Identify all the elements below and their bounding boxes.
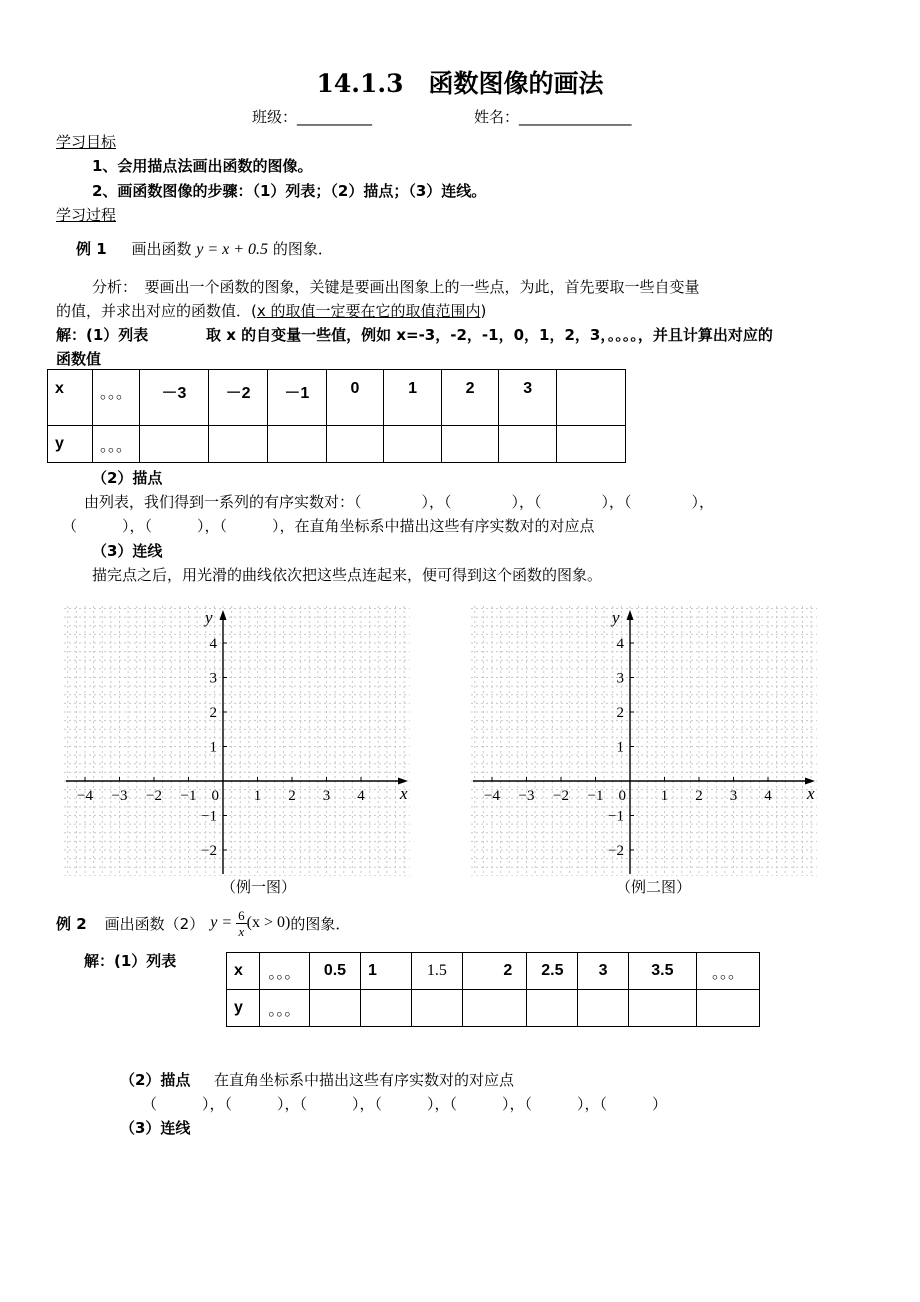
- y-value-cell[interactable]: [326, 426, 384, 463]
- process-heading: 学习过程: [56, 206, 117, 224]
- y-tick-label: 3: [616, 670, 624, 687]
- y-value-cell[interactable]: [139, 426, 208, 463]
- step3-heading: （3）连线: [92, 542, 163, 560]
- example2-label: 例 2: [56, 914, 87, 933]
- x-value-cell: 2: [462, 953, 526, 990]
- step2-line-2: （ ），（ ），（ ），在直角坐标系中描出这些有序实数对的对应点: [62, 517, 595, 535]
- step2-heading: （2）描点: [92, 469, 163, 487]
- example2-statement: [56, 900, 350, 946]
- x-tick-label: 1: [660, 788, 669, 804]
- y-value-cell[interactable]: [527, 990, 578, 1027]
- y-tick-label: 4: [616, 636, 624, 652]
- x-tick-label: −3: [111, 788, 128, 804]
- example1-suffix: 的图象．: [272, 240, 333, 258]
- y-label-cell: y: [48, 426, 93, 463]
- x-tick-label: 3: [322, 788, 331, 804]
- class-field: 班级：__________: [252, 108, 373, 126]
- x-tick-label: −1: [587, 788, 604, 804]
- goal-item-2: 2、画函数图像的步骤：（1）列表；（2）描点；（3）连线。: [92, 182, 487, 200]
- example2-step3-heading: （3）连线: [120, 1119, 191, 1137]
- y-tick-label: −1: [608, 808, 624, 825]
- y-value-cell[interactable]: [441, 426, 499, 463]
- example2-suffix: 的图象．: [290, 914, 351, 933]
- y-value-cell[interactable]: [384, 426, 442, 463]
- y-tick-label: −2: [201, 843, 217, 859]
- x-value-cell: 0.5: [309, 953, 360, 990]
- x-tick-label: 4: [357, 788, 365, 804]
- x-label-cell: x: [227, 953, 260, 990]
- x-value-cell: [557, 370, 626, 426]
- x-tick-label: 2: [288, 788, 296, 804]
- fraction-denominator: x: [238, 923, 245, 939]
- example2-fraction: [236, 909, 247, 938]
- x-tick-label: −1: [180, 788, 197, 804]
- x-value-cell: 2.5: [527, 953, 578, 990]
- y-tick-label: 4: [209, 636, 217, 652]
- y-value-cell[interactable]: [462, 990, 526, 1027]
- example2-step2-pairs: （ ），（ ），（ ），（ ），（ ），（ ），（ ）: [142, 1095, 668, 1113]
- y-axis-arrow: [627, 610, 634, 620]
- example2-prefix: 画出函数（2）: [104, 914, 205, 933]
- example2-condition: (x > 0): [246, 914, 291, 931]
- x-value-cell: 2: [441, 370, 499, 426]
- solution-text: 取 x 的自变量一些值，例如 x=-3，-2，-1，0，1，2，3，。。。。，并且计算出对应的: [206, 326, 773, 344]
- step2-line-1: 由列表，我们得到一系列的有序实数对：（ ），（ ），（ ），（ ），: [84, 493, 715, 511]
- example1-table: [47, 369, 626, 463]
- x-value-cell: 0: [326, 370, 384, 426]
- y-value-cell[interactable]: [411, 990, 462, 1027]
- x-label-cell: x: [48, 370, 93, 426]
- x-tick-label: 2: [695, 788, 703, 804]
- analysis-line-1: 分析： 要画出一个函数的图象，关键是要画出图象上的一些点，为此，首先要取一些自变量: [92, 278, 700, 296]
- page-title: 14.1.3 函数图像的画法: [316, 69, 604, 98]
- example1-formula: y = x + 0.5: [196, 241, 269, 258]
- x-dots-cell: 。。。: [259, 953, 309, 990]
- x-value-cell: 1: [361, 953, 412, 990]
- x-dots-cell: 。。。: [93, 370, 140, 426]
- analysis-text: 的值，并求出对应的函数值．(: [56, 302, 257, 320]
- caption-left: （例一图）: [221, 878, 297, 896]
- x-value-cell: 。。。: [696, 953, 759, 990]
- y-value-cell[interactable]: [696, 990, 759, 1027]
- x-value-cell: 3: [578, 953, 628, 990]
- x-tick-label: −3: [518, 788, 535, 804]
- example1-prefix: 画出函数: [131, 240, 192, 258]
- x-value-cell: －1: [267, 370, 326, 426]
- y-tick-label: −2: [608, 843, 624, 859]
- step3-text: 描完点之后，用光滑的曲线依次把这些点连起来，便可得到这个函数的图象。: [92, 566, 603, 584]
- solution-label: 解：(1）列表: [56, 326, 149, 344]
- x-tick-label: −2: [146, 788, 162, 804]
- goals-heading: 学习目标: [56, 133, 117, 151]
- caption-right: （例二图）: [616, 878, 692, 896]
- origin-label: 0: [211, 788, 219, 804]
- x-value-cell: －2: [209, 370, 268, 426]
- x-value-cell: 1.5: [411, 953, 462, 990]
- example2-step2-heading: （2）描点: [120, 1071, 191, 1089]
- y-value-cell[interactable]: [628, 990, 696, 1027]
- y-value-cell[interactable]: [361, 990, 412, 1027]
- coordinate-grid-left: [64, 606, 410, 876]
- coordinate-grid-right: [471, 606, 817, 876]
- table-row: [227, 953, 760, 990]
- example2-solution-label: 解：(1）列表: [84, 952, 177, 970]
- gridlines: [471, 606, 817, 876]
- analysis-underlined: x 的取值一定要在它的取值范围内: [256, 302, 481, 320]
- example1-statement: [76, 238, 333, 259]
- y-tick-label: 2: [209, 705, 217, 721]
- y-tick-label: −1: [201, 808, 217, 825]
- example2-formula-y: y =: [210, 914, 233, 931]
- y-axis-label: y: [612, 608, 620, 627]
- solution-text-cont: 函数值: [56, 350, 102, 368]
- y-value-cell[interactable]: [499, 426, 557, 463]
- origin-label: 0: [618, 788, 626, 804]
- name-field: 姓名：_______________: [474, 108, 632, 126]
- table-row: [48, 426, 626, 463]
- y-label-cell: y: [227, 990, 260, 1027]
- y-dots-cell: 。。。: [93, 426, 140, 463]
- x-axis-label: x: [807, 784, 815, 803]
- tick-labels: [77, 608, 408, 859]
- y-tick-label: 2: [616, 705, 624, 721]
- x-value-cell: 3.5: [628, 953, 696, 990]
- gridlines: [64, 606, 410, 876]
- example2-step2-text: 在直角坐标系中描出这些有序实数对的对应点: [214, 1071, 515, 1089]
- table-row: [227, 990, 760, 1027]
- axes: [66, 610, 408, 874]
- y-tick-label: 3: [209, 670, 217, 687]
- x-tick-label: 1: [253, 788, 262, 804]
- y-dots-cell: 。。。: [259, 990, 309, 1027]
- table-row: [48, 370, 626, 426]
- example2-table: [226, 952, 760, 1027]
- y-value-cell[interactable]: [267, 426, 326, 463]
- y-axis-arrow: [220, 610, 227, 620]
- x-value-cell: 1: [384, 370, 442, 426]
- tick-labels: [484, 608, 815, 859]
- fraction-numerator: 6: [238, 907, 245, 923]
- y-tick-label: 1: [209, 739, 217, 756]
- y-value-cell[interactable]: [557, 426, 626, 463]
- y-value-cell[interactable]: [578, 990, 628, 1027]
- x-tick-label: −2: [553, 788, 569, 804]
- y-tick-label: 1: [616, 739, 624, 756]
- y-value-cell[interactable]: [209, 426, 268, 463]
- analysis-close: ): [480, 302, 487, 320]
- x-tick-label: −4: [484, 788, 500, 804]
- x-axis-label: x: [400, 784, 408, 803]
- x-tick-label: 3: [729, 788, 738, 804]
- y-axis-label: y: [205, 608, 213, 627]
- y-value-cell[interactable]: [309, 990, 360, 1027]
- x-value-cell: －3: [139, 370, 208, 426]
- example1-label: 例 1: [76, 240, 107, 258]
- x-tick-label: −4: [77, 788, 93, 804]
- goal-item-1: 1、会用描点法画出函数的图像。: [92, 157, 313, 175]
- analysis-line-2: [56, 300, 486, 321]
- x-value-cell: 3: [499, 370, 557, 426]
- x-tick-label: 4: [764, 788, 772, 804]
- axes: [473, 610, 815, 874]
